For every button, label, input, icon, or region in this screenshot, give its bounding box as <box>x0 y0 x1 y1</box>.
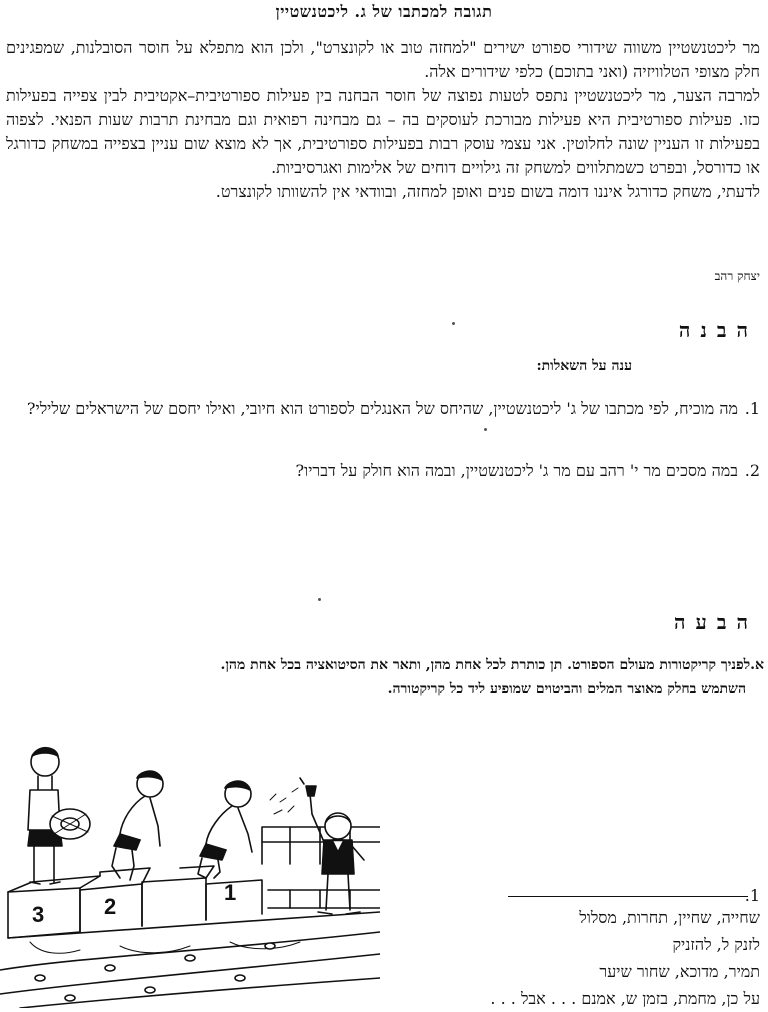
vocabulary-item: על כן, מחמת, בזמן ש, אמנם . . . אבל . . . <box>490 989 760 1008</box>
vocabulary-item: לזנק ל, להזניק <box>672 935 760 954</box>
instruction-line: א.לפניך קריקטורות מעולם הספורט. תן כותרת לכל אחת מהן, ותאר את הסיטואציה בכל אחת מהן. <box>220 657 764 673</box>
podium-number-2: 2 <box>104 894 117 919</box>
letter-body <box>6 36 760 204</box>
answer-line-1 <box>390 882 760 904</box>
podium-number-1: 1 <box>224 880 237 905</box>
answer-area <box>390 882 760 1012</box>
page-title: תגובה למכתבו של ג. ליכטנשטיין <box>275 2 493 21</box>
letter-signature: יצחק רהב <box>714 269 760 283</box>
answer-number: 1. <box>744 886 760 905</box>
comprehension-heading: הבנה <box>678 318 758 342</box>
vocabulary-list <box>390 904 760 1012</box>
comprehension-instruction: ענה על השאלות: <box>536 358 632 374</box>
question-number: 2. <box>744 461 760 480</box>
scan-speck <box>318 598 321 601</box>
podium-number-3: 3 <box>32 902 45 927</box>
question-number: 1. <box>744 399 760 418</box>
question-1 <box>6 396 760 421</box>
expression-heading: הבעה <box>674 610 758 634</box>
vocabulary-item: תמיר, מדוכא, שחור שיער <box>599 962 760 981</box>
vocabulary-item: שחייה, שחיין, תחרות, מסלול <box>579 908 760 927</box>
instruction-line: השתמש בחלק מאוצר המלים והביטוים שמופיע ליד כל קריקטורה. <box>387 681 746 697</box>
expression-instruction <box>0 653 764 701</box>
letter-paragraph: מר ליכטנשטיין משווה שידורי ספורט ישירים "למחזה טוב או לקונצרט", ולכן הוא מתפלא על חוסר הסובלנות, שמפגינים חלק מצופי הטלוויזיה (ואני בתוכם) כלפי שידורים אלה. <box>6 38 760 81</box>
question-2 <box>6 458 760 483</box>
letter-paragraph: לדעתי, משחק כדורגל איננו דומה בשום פנים ואופן למחזה, ובוודאי אין להשוותו לקונצרט. <box>215 182 760 201</box>
question-text: מה מוכיח, לפי מכתבו של ג' ליכטנשטיין, שהיחס של האנגלים לספורט הוא חיובי, ואילו יחסם של הישראלים שלילי? <box>26 399 738 418</box>
swimming-cartoon <box>0 742 380 1008</box>
question-text: במה מסכים מר י' רהב עם מר ג' ליכטנשטיין, ובמה הוא חולק על דבריו? <box>295 461 738 480</box>
letter-paragraph: למרבה הצער, מר ליכטנשטיין נתפס לטעות נפוצה של חוסר הבחנה בין פעילות ספורטיבית–אקטיבית לבין צפייה בפעילות כזו. פעילות ספורטיבית היא פעילות מבורכת לעוסקים בה – גם מבחינה רפואית וגם מבחינת תרבות שעות הפנאי. לצפוה בפעילות זו העניין שונה לחלוטין. אני עצמי עוסק רבות בפעילות ספורטיבית, אך לא מוצא שום עניין בצפייה במשחק כדורגל או כדורסל, ובפרט כשמתלווים למשחק זה גילויים דוחים של אלימות ואגרסיביות. <box>6 86 760 177</box>
answer-underline <box>508 896 748 897</box>
scan-speck <box>452 322 455 325</box>
scan-speck <box>484 428 487 431</box>
